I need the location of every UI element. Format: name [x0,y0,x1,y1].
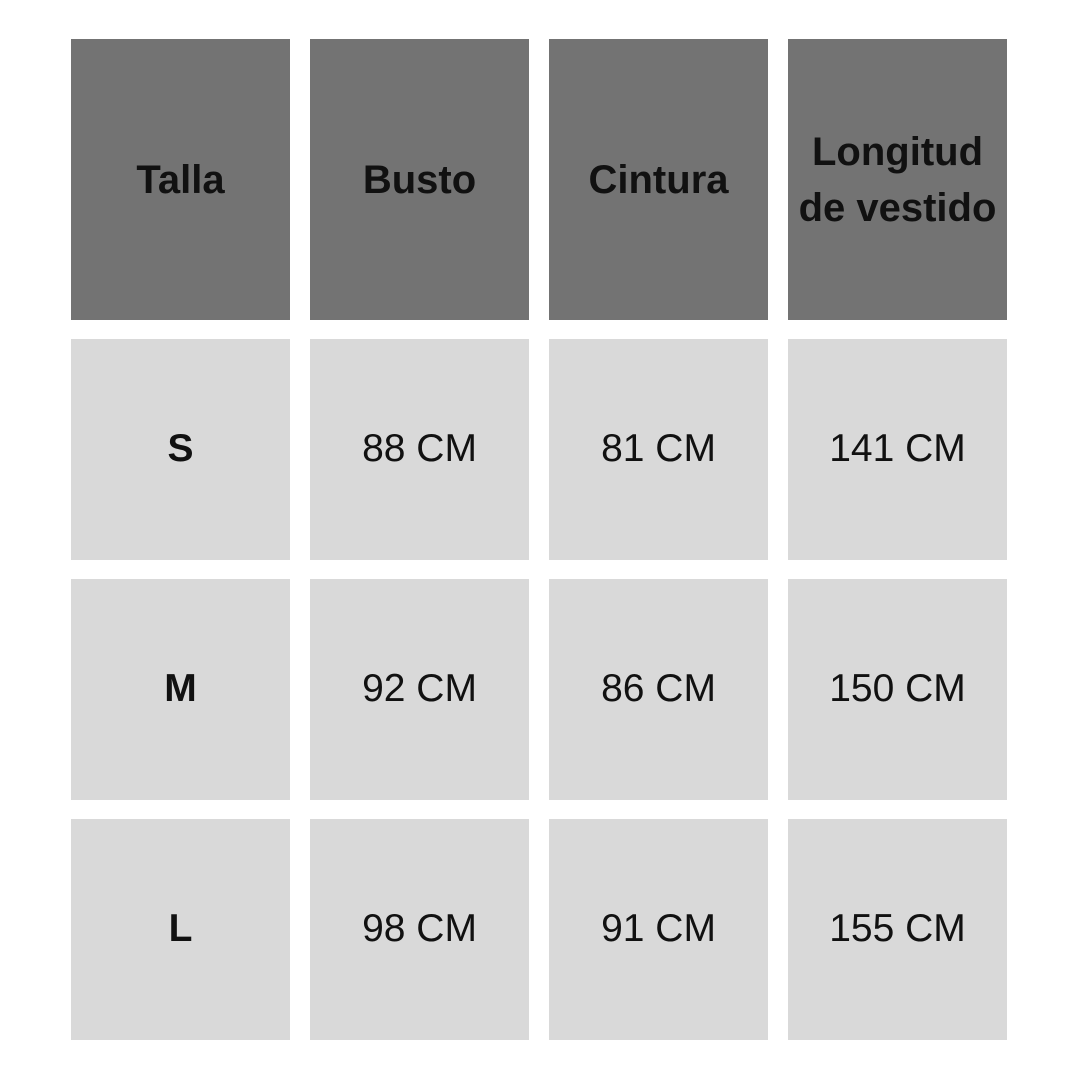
cell-cintura: 86 CM [549,579,768,800]
table-header-row [71,39,1007,320]
column-header-longitud-de-vestido: Longitud de vestido [788,39,1007,320]
cell-longitud: 155 CM [788,819,1007,1040]
cell-longitud: 150 CM [788,579,1007,800]
cell-busto: 98 CM [310,819,529,1040]
cell-talla: L [71,819,290,1040]
cell-cintura: 81 CM [549,339,768,560]
cell-longitud: 141 CM [788,339,1007,560]
size-chart-table [51,20,1027,1059]
cell-talla: M [71,579,290,800]
table-row [71,339,1007,560]
table-header [71,39,1007,320]
column-header-talla: Talla [71,39,290,320]
cell-busto: 92 CM [310,579,529,800]
column-header-cintura: Cintura [549,39,768,320]
column-header-busto: Busto [310,39,529,320]
cell-busto: 88 CM [310,339,529,560]
table-body [71,339,1007,1040]
cell-cintura: 91 CM [549,819,768,1040]
cell-talla: S [71,339,290,560]
table-row [71,819,1007,1040]
table-row [71,579,1007,800]
